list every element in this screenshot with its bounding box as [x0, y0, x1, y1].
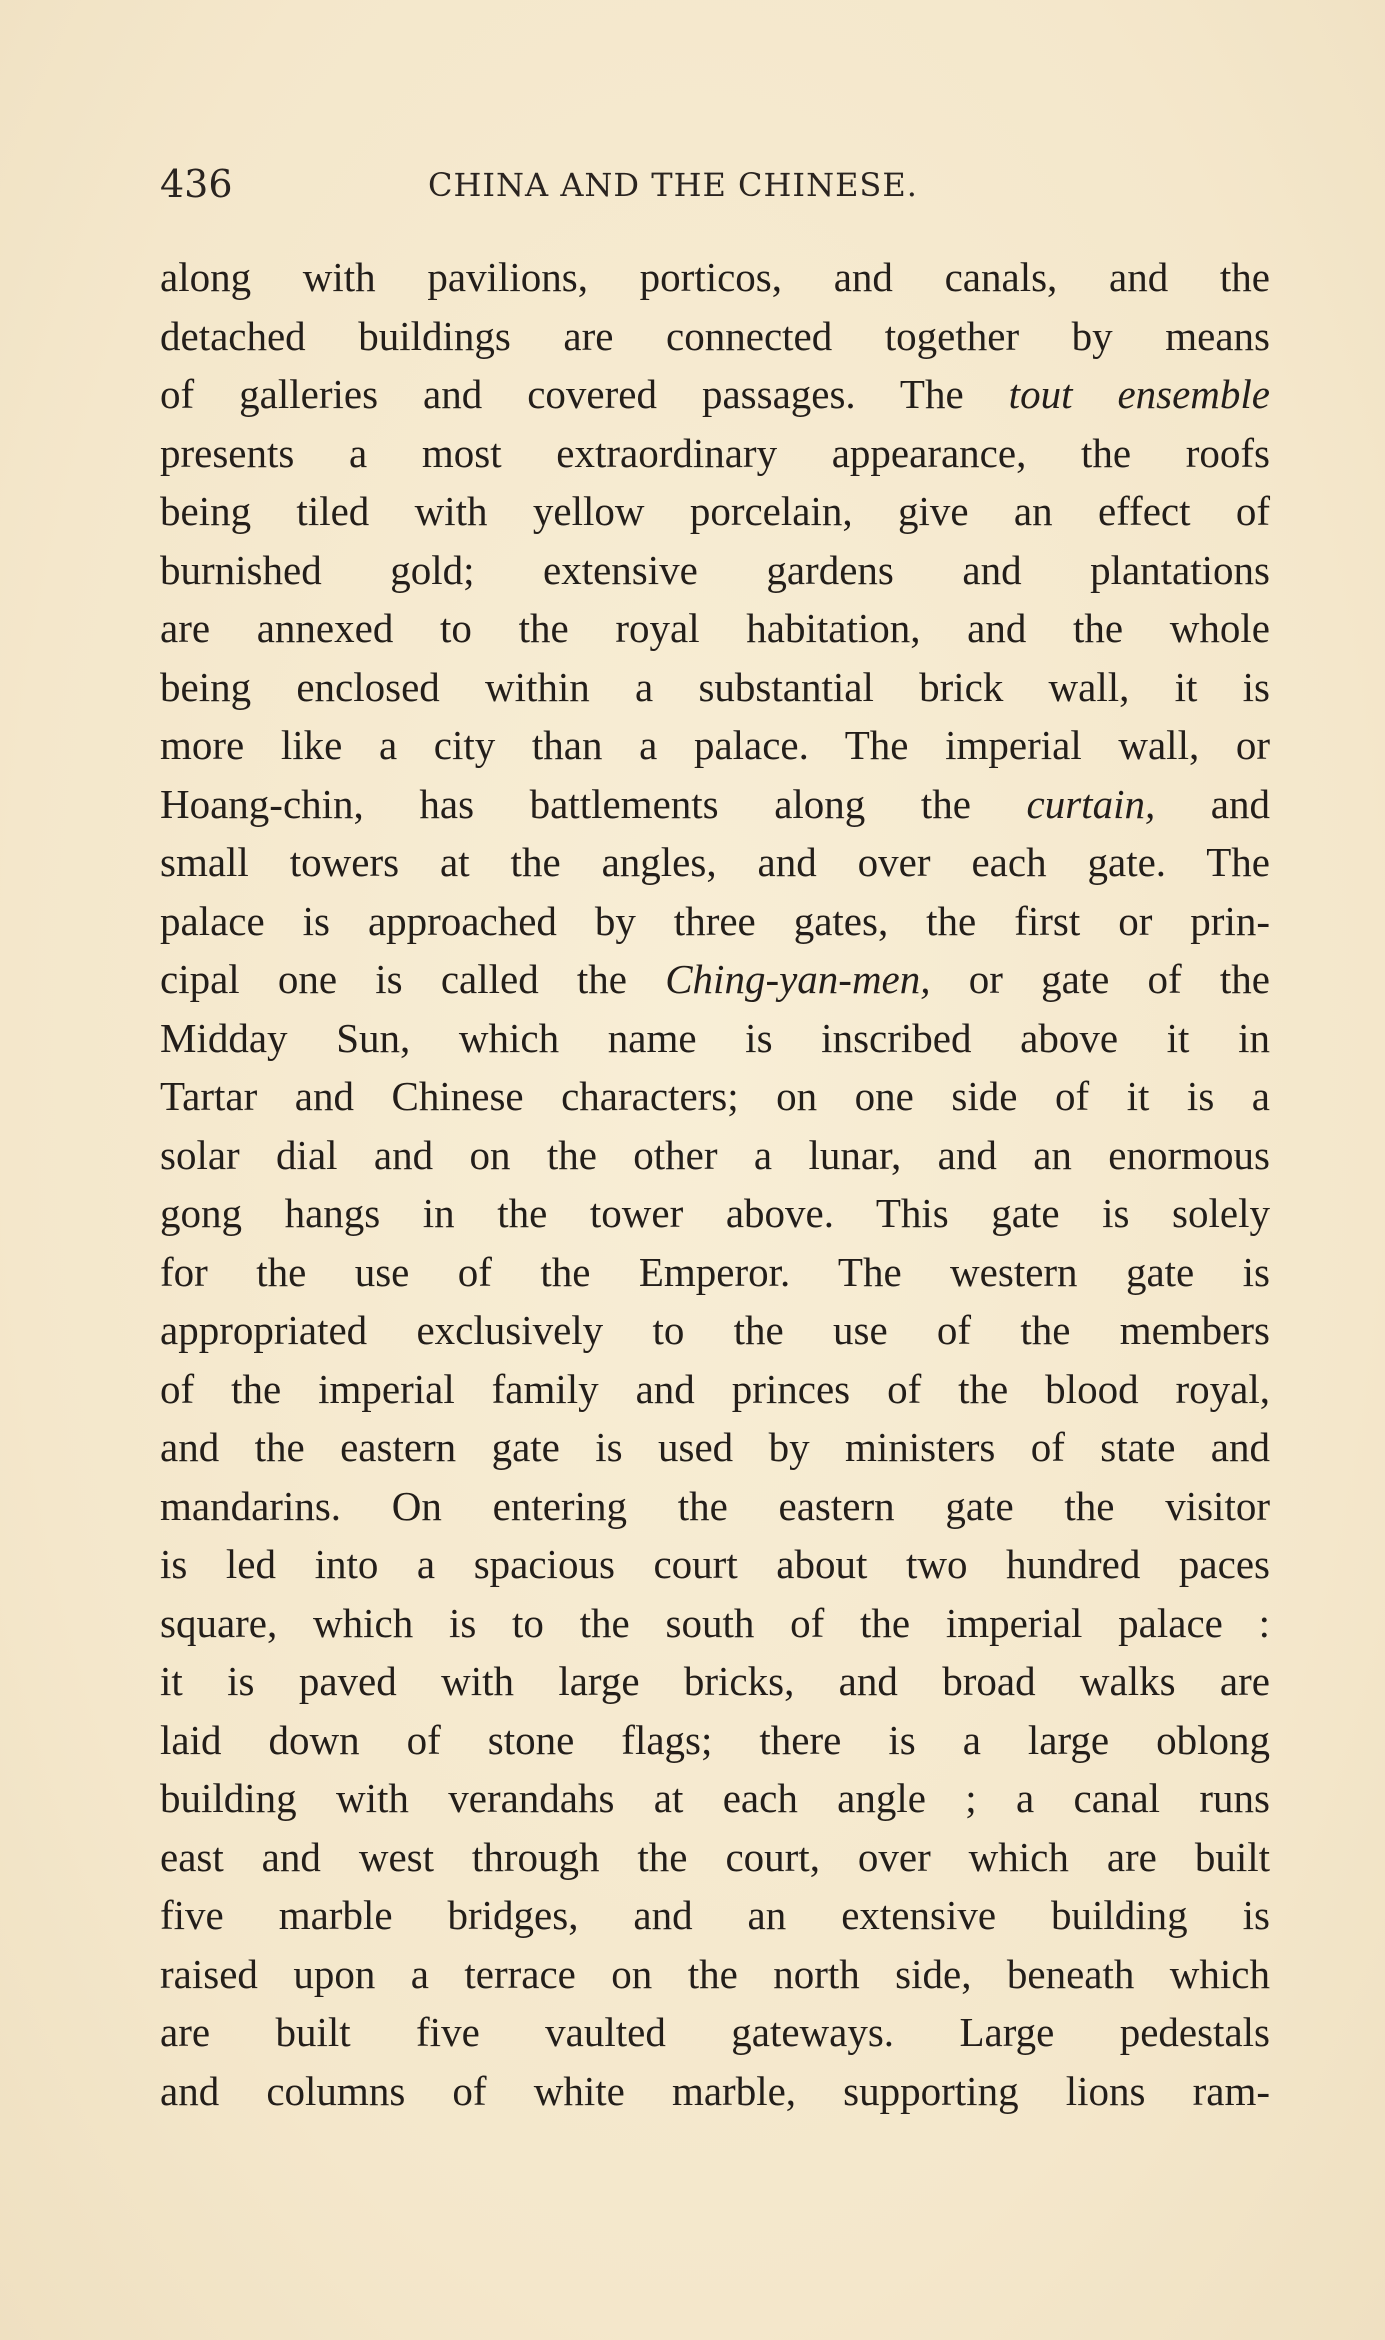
text-line: appropriated exclusively to the use of the members [160, 1307, 1270, 1353]
page-header [160, 162, 1270, 222]
text-line: more like a city than a palace. The imperial wall, or [160, 722, 1270, 768]
text-line: are built five vaulted gateways. Large pedestals [160, 2009, 1270, 2055]
text-line: gong hangs in the tower above. This gate is solely [160, 1190, 1270, 1236]
text-line: solar dial and on the other a lunar, and an enormous [160, 1131, 1270, 1178]
text-line: palace is approached by three gates, the first or prin- [160, 897, 1270, 944]
text-line: laid down of stone flags; there is a large oblong [160, 1716, 1270, 1763]
text-line: Midday Sun, which name is inscribed above it in [160, 1014, 1270, 1061]
text-line: cipal one is called the Ching-yan-men, or gate of the [160, 956, 1271, 1002]
text-line: detached buildings are connected together by means [160, 312, 1270, 359]
text-line: Tartar and Chinese characters; on one side of it is a [160, 1073, 1270, 1119]
page-number: 436 [160, 162, 233, 206]
italic-phrase: tout ensemble [1008, 371, 1270, 417]
text-line: for the use of the Emperor. The western gate is [160, 1248, 1270, 1295]
text-line: small towers at the angles, and over each gate. The [160, 839, 1270, 885]
text-line: it is paved with large bricks, and broad walks are [160, 1658, 1270, 1704]
text-line: and the eastern gate is used by ministers of state and [160, 1424, 1270, 1470]
text-line: building with verandahs at each angle ; a canal runs [160, 1775, 1270, 1821]
text-line: being enclosed within a substantial brick wall, it is [160, 663, 1270, 710]
text-line: are annexed to the royal habitation, and the whole [160, 605, 1270, 651]
text-line: five marble bridges, and an extensive building is [160, 1892, 1270, 1938]
text-line: raised upon a terrace on the north side, beneath which [160, 1950, 1270, 1997]
text-line: along with pavilions, porticos, and canals, and the [160, 254, 1270, 300]
text-line: burnished gold; extensive gardens and plantations [160, 546, 1270, 593]
text-line: of the imperial family and princes of the blood royal, [160, 1365, 1270, 1412]
text-line: being tiled with yellow porcelain, give an effect of [160, 488, 1270, 534]
text-line: east and west through the court, over which are built [160, 1833, 1270, 1880]
text-line: presents a most extraordinary appearance, the roofs [160, 429, 1270, 476]
body-text [160, 248, 1270, 2120]
text-line: mandarins. On entering the eastern gate the visitor [160, 1482, 1270, 1529]
running-title: CHINA AND THE CHINESE. [428, 166, 918, 204]
text-line: and columns of white marble, supporting lions ram- [160, 2067, 1270, 2114]
italic-phrase: curtain, [1026, 780, 1156, 827]
italic-phrase: Ching-yan-men, [665, 956, 931, 1002]
text-line: Hoang-chin, has battlements along the curtain, and [160, 780, 1270, 827]
text-line: square, which is to the south of the imperial palace : [160, 1599, 1270, 1646]
text-line: of galleries and covered passages. The tout ensemble [160, 371, 1270, 417]
text-line: is led into a spacious court about two hundred paces [160, 1541, 1270, 1587]
